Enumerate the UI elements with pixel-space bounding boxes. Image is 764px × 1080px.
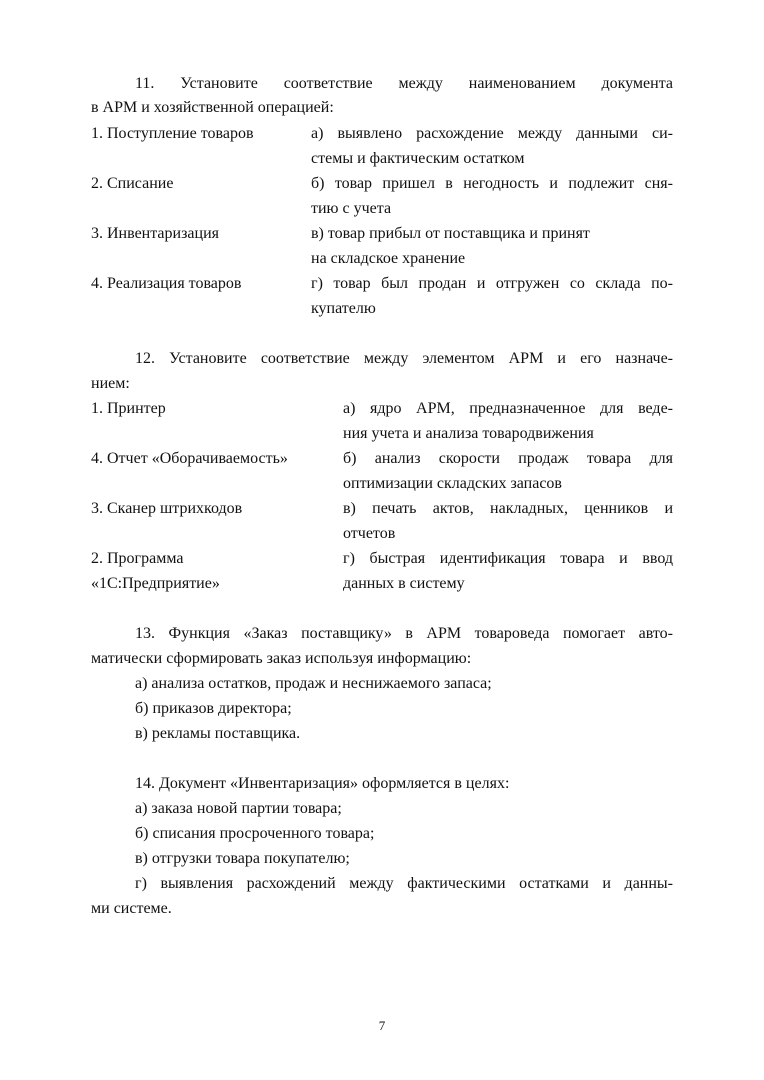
q11-right-d-cont: купателю xyxy=(311,300,376,317)
q12-left-1: 1. Принтер xyxy=(91,400,166,417)
q11-left-2: 2. Списание xyxy=(91,175,174,192)
page-number: 7 xyxy=(378,1018,386,1033)
q11-right-c: в) товар прибыл от поставщика и принят xyxy=(311,225,590,242)
q14-option-d-cont: ми системе. xyxy=(91,900,172,917)
q11-right-d: г) товар был продан и отгружен со склада по- xyxy=(311,275,673,292)
q12-right-d-cont: данных в систему xyxy=(343,575,465,592)
q11-right-c-cont: на складское хранение xyxy=(311,250,466,267)
q12-right-a: а) ядро АРМ, предназначенное для веде- xyxy=(343,400,673,417)
q12-left-3: 3. Сканер штрихкодов xyxy=(91,500,243,517)
q11-heading: 11. Установите соответствие между наименованием документа xyxy=(135,75,673,92)
q14-option-b: б) списания просроченного товара; xyxy=(135,825,375,842)
q12-right-b: б) анализ скорости продаж товара для xyxy=(343,450,673,467)
q14-option-d: г) выявления расхождений между фактическими остатками и данны- xyxy=(135,875,673,892)
q12-right-b-cont: оптимизации складских запасов xyxy=(343,475,562,492)
q11-right-a: а) выявлено расхождение между данными си- xyxy=(311,125,673,142)
q12-right-d: г) быстрая идентификация товара и ввод xyxy=(343,550,673,567)
q14-heading: 14. Документ «Инвентаризация» оформляется в целях: xyxy=(135,775,510,792)
q11-left-1: 1. Поступление товаров xyxy=(91,125,254,142)
q11-right-b: б) товар пришел в негодность и подлежит сня- xyxy=(311,175,673,192)
q11-right-a-cont: стемы и фактическим остатком xyxy=(311,150,525,167)
q13-heading: 13. Функция «Заказ поставщику» в АРМ товароведа помогает авто- xyxy=(135,625,673,642)
q12-right-a-cont: ния учета и анализа товародвижения xyxy=(343,425,594,442)
q11-heading-cont: в АРМ и хозяйственной операцией: xyxy=(91,99,334,116)
q12-left-2: 4. Отчет «Оборачиваемость» xyxy=(91,450,288,467)
q13-option-a: а) анализа остатков, продаж и неснижаемого запаса; xyxy=(135,675,492,692)
q11-left-3: 3. Инвентаризация xyxy=(91,225,219,242)
q13-option-b: б) приказов директора; xyxy=(135,700,292,717)
q14-option-a: а) заказа новой партии товара; xyxy=(135,800,342,817)
q12-right-c-cont: отчетов xyxy=(343,525,396,542)
q13-option-c: в) рекламы поставщика. xyxy=(135,725,301,742)
q14-option-c: в) отгрузки товара покупателю; xyxy=(135,850,350,867)
q11-left-4: 4. Реализация товаров xyxy=(91,275,242,292)
q12-right-c: в) печать актов, накладных, ценников и xyxy=(343,500,673,517)
q12-heading-cont: нием: xyxy=(91,375,130,392)
q11-right-b-cont: тию с учета xyxy=(311,200,392,217)
q12-heading: 12. Установите соответствие между элементом АРМ и его назначе- xyxy=(135,350,673,367)
q13-heading-cont: матически сформировать заказ используя информацию: xyxy=(91,650,472,667)
q12-left-4-cont: «1С:Предприятие» xyxy=(91,575,220,592)
q12-left-4: 2. Программа xyxy=(91,550,184,567)
